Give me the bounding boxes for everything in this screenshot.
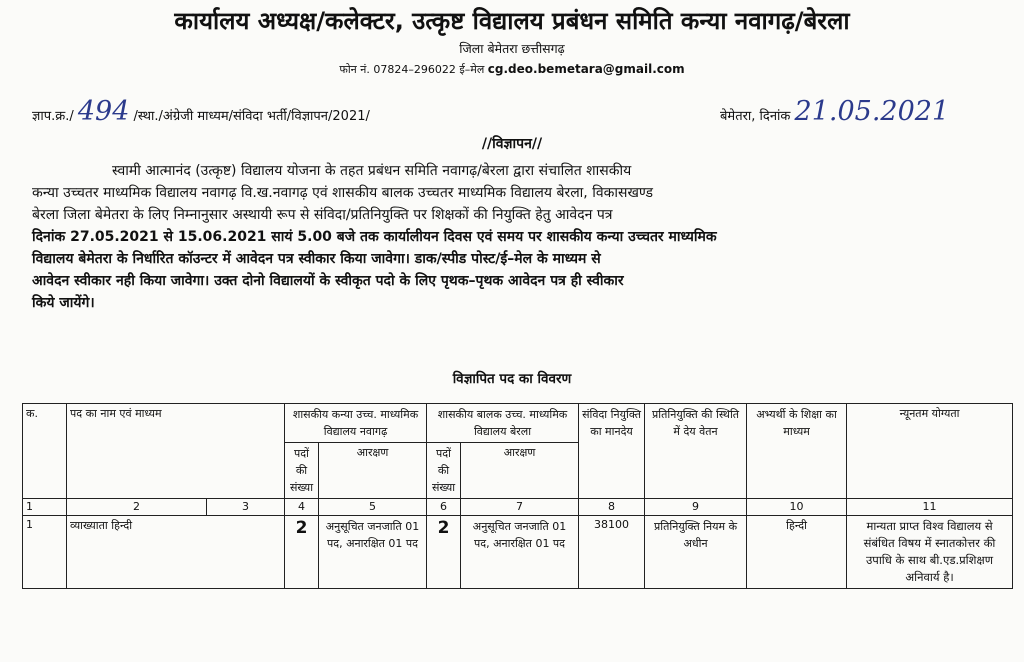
col-header-salary: संविदा नियुक्ति का मानदेय bbox=[579, 404, 645, 499]
date-prefix: बेमेतरा, दिनांक bbox=[720, 109, 791, 124]
col-header-count1: पदों की संख्या bbox=[285, 443, 319, 499]
phone-label: फोन नं. 07824–296022 ई–मेल bbox=[339, 63, 485, 76]
reference-number: 494 bbox=[77, 96, 130, 127]
body-line: स्वामी आत्मानंद (उत्कृष्ट) विद्यालय योजना के तहत प्रबंधन समिति नवागढ़/बेरला द्वारा संचालित शासकीय bbox=[112, 163, 632, 179]
col-header-medium: अभ्यर्थी के शिक्षा का माध्यम bbox=[747, 404, 847, 499]
issue-date: 21.05.2021 bbox=[794, 96, 950, 127]
col-header-qualification: न्यूनतम योग्यता bbox=[847, 404, 1013, 499]
body-line: विद्यालय बेमेतरा के निर्धारित कॉउन्टर में आवेदन पत्र स्वीकार किया जावेगा। डाक/स्पीड पोस्ट/ई–मेल के माध्यम से bbox=[32, 251, 601, 267]
advertisement-body bbox=[32, 160, 1022, 314]
row-count1: 2 bbox=[285, 516, 319, 589]
table-row bbox=[23, 516, 1013, 589]
col-header-reservation1: आरक्षण bbox=[319, 443, 427, 499]
office-title: कार्यालय अध्यक्ष/कलेक्टर, उत्कृष्ट विद्यालय प्रबंधन समिति कन्या नवागढ़/बेरला bbox=[174, 7, 850, 35]
row-reservation1: अनुसूचित जनजाति 01 पद, अनारक्षित 01 पद bbox=[319, 516, 427, 589]
col-header-school1: शासकीय कन्या उच्च. माध्यमिक विद्यालय नवागढ़ bbox=[285, 404, 427, 443]
col-header-count2: पदों की संख्या bbox=[427, 443, 461, 499]
col-number: 3 bbox=[207, 499, 285, 516]
row-deputation: प्रतिनियुक्ति नियम के अधीन bbox=[645, 516, 747, 589]
row-count2: 2 bbox=[427, 516, 461, 589]
advertisement-heading: //विज्ञापन// bbox=[481, 136, 543, 152]
reference-prefix: ज्ञाप.क्र./ bbox=[32, 109, 74, 124]
body-line: दिनांक 27.05.2021 से 15.06.2021 सायं 5.00 बजे तक कार्यालीयन दिवस एवं समय पर शासकीय कन्या उच्चतर माध्यमिक bbox=[32, 229, 717, 245]
row-reservation2: अनुसूचित जनजाति 01 पद, अनारक्षित 01 पद bbox=[461, 516, 579, 589]
col-number: 6 bbox=[427, 499, 461, 516]
body-line: कन्या उच्चतर माध्यमिक विद्यालय नवागढ़ वि.ख.नवागढ़ एवं शासकीय बालक उच्चतर माध्यमिक विद्यालय बेरला, विकासखण्ड bbox=[32, 185, 654, 201]
row-sno: 1 bbox=[23, 516, 67, 589]
col-header-school2: शासकीय बालक उच्च. माध्यमिक विद्यालय बेरला bbox=[427, 404, 579, 443]
date-line bbox=[720, 96, 949, 127]
column-number-row bbox=[23, 499, 1013, 516]
col-header-reservation2: आरक्षण bbox=[461, 443, 579, 499]
email-address[interactable]: cg.deo.bemetara@gmail.com bbox=[487, 62, 685, 76]
col-number: 9 bbox=[645, 499, 747, 516]
col-header-deputation: प्रतिनियुक्ति की स्थिति में देय वेतन bbox=[645, 404, 747, 499]
col-number: 4 bbox=[285, 499, 319, 516]
row-medium: हिन्दी bbox=[747, 516, 847, 589]
reference-suffix: /स्था./अंग्रेजी माध्यम/संविदा भर्ती/विज्ञापन/2021/ bbox=[133, 109, 370, 124]
row-post: व्याख्याता हिन्दी bbox=[67, 516, 285, 589]
body-line: बेरला जिला बेमेतरा के लिए निम्नानुसार अस्थायी रूप से संविदा/प्रतिनियुक्ति पर शिक्षकों की नियुक्ति हेतु आवेदन पत्र bbox=[32, 207, 613, 223]
col-number: 11 bbox=[847, 499, 1013, 516]
col-number: 8 bbox=[579, 499, 645, 516]
district-line: जिला बेमेतरा छत्तीसगढ़ bbox=[459, 41, 565, 56]
col-number: 2 bbox=[67, 499, 207, 516]
col-number: 5 bbox=[319, 499, 427, 516]
row-salary: 38100 bbox=[579, 516, 645, 589]
row-qualification: मान्यता प्राप्त विश्व विद्यालय से संबंधित विषय में स्नातकोत्तर की उपाधि के साथ बी.एड.प्रशिक्षण अनिवार्य है। bbox=[847, 516, 1013, 589]
table-title: विज्ञापित पद का विवरण bbox=[452, 371, 572, 387]
col-number: 7 bbox=[461, 499, 579, 516]
col-number: 10 bbox=[747, 499, 847, 516]
col-header-sno: क. bbox=[23, 404, 67, 499]
reference-line bbox=[32, 96, 370, 127]
contact-line bbox=[0, 62, 1024, 77]
body-line: आवेदन स्वीकार नही किया जावेगा। उक्त दोनो विद्यालयों के स्वीकृत पदो के लिए पृथक–पृथक आवेदन पत्र ही स्वीकार bbox=[32, 273, 624, 289]
col-number: 1 bbox=[23, 499, 67, 516]
col-header-post: पद का नाम एवं माध्यम bbox=[67, 404, 285, 499]
posts-table bbox=[22, 403, 1013, 589]
body-line: किये जायेंगे। bbox=[32, 295, 95, 311]
header-row bbox=[23, 404, 1013, 443]
